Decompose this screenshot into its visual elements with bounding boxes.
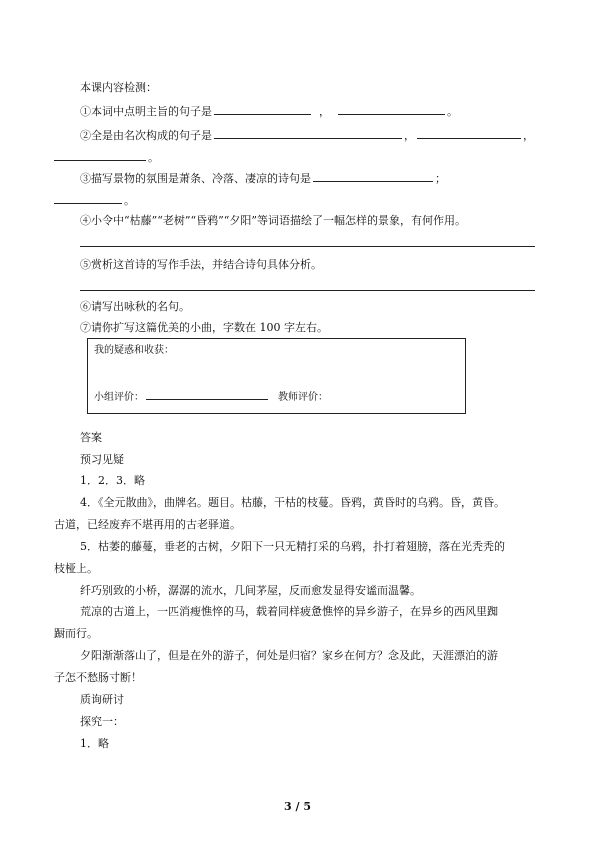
paragraph-sunset: 夕阳渐渐落山了，但是在外的游子，何处是归宿？家乡在何方？念及此，天涯漂泊的游 — [80, 649, 498, 662]
question-2-cont — [54, 149, 159, 165]
reflection-box — [87, 338, 466, 414]
question-3 — [80, 170, 446, 186]
answer-title: 答案 — [80, 431, 102, 444]
answer-4-cont: 古道，已经废弃不堪再用的古老驿道。 — [54, 518, 241, 531]
answer-blank[interactable] — [214, 127, 402, 139]
group-eval-blank[interactable] — [146, 389, 268, 400]
answer-5: 5．枯萎的藤蔓，垂老的古树，夕阳下一只无精打采的乌鸦，扑打着翅膀，落在光秃秃的 — [80, 540, 505, 553]
question-1-text: ①本词中点明主旨的句子是 — [80, 105, 212, 118]
question-1 — [80, 103, 458, 119]
period: 。 — [124, 194, 135, 207]
answer-blank[interactable] — [54, 192, 122, 204]
question-6: ⑥请写出咏秋的名句。 — [80, 300, 190, 313]
semicolon: ； — [435, 172, 446, 185]
answer-line[interactable] — [80, 246, 535, 247]
answer-blank[interactable] — [417, 127, 521, 139]
answer-line[interactable] — [80, 290, 535, 291]
paragraph-road: 荒凉的古道上，一匹消瘦憔悴的马，载着同样疲惫憔悴的异乡游子，在异乡的西风里踟 — [80, 605, 498, 618]
paragraph-bridge: 纤巧别致的小桥，潺潺的流水，几间茅屋，反而愈发显得安谧而温馨。 — [80, 584, 421, 597]
paragraph-road-cont: 蹰而行。 — [54, 627, 98, 640]
comma: ， — [523, 129, 534, 142]
paragraph-sunset-cont: 子怎不愁肠寸断！ — [54, 671, 142, 684]
explore-answer-1: 1．略 — [80, 737, 109, 750]
question-3-text: ③描写景物的氛围是萧条、冷落、凄凉的诗句是 — [80, 172, 311, 185]
doubts-label: 我的疑惑和收获： — [94, 345, 174, 356]
answer-123: 1．2．3．略 — [80, 474, 145, 487]
comma: ， — [319, 105, 330, 118]
comma: ， — [404, 129, 415, 142]
answer-4: 4．《全元散曲》，曲牌名。题目。枯藤，干枯的枝蔓。昏鸦，黄昏时的乌鸦。昏，黄昏。 — [80, 496, 505, 509]
inquiry-title: 质询研讨 — [80, 693, 124, 706]
group-eval-label: 小组评价： — [94, 392, 144, 403]
question-4: ④小令中“枯藤”“老树”“昏鸦”“夕阳”等词语描绘了一幅怎样的景象，有何作用。 — [80, 214, 466, 227]
answer-blank[interactable] — [338, 103, 445, 115]
question-3-cont — [54, 192, 135, 208]
teacher-eval-label: 教师评价： — [278, 392, 328, 403]
answer-blank[interactable] — [214, 103, 311, 115]
section-title: 本课内容检测： — [80, 81, 157, 94]
answer-blank[interactable] — [313, 170, 433, 182]
period: 。 — [148, 151, 159, 164]
answer-blank[interactable] — [54, 149, 146, 161]
question-2 — [80, 127, 534, 143]
question-7: ⑦请你扩写这篇优美的小曲，字数在 100 字左右。 — [80, 321, 328, 334]
explore-title: 探究一： — [80, 715, 124, 728]
evaluation-row — [94, 389, 328, 404]
question-5: ⑤赏析这首诗的写作手法，并结合诗句具体分析。 — [80, 258, 322, 271]
period: 。 — [447, 105, 458, 118]
preview-title: 预习见疑 — [80, 453, 124, 466]
question-2-text: ②全是由名次构成的句子是 — [80, 129, 212, 142]
page-number: 3 / 5 — [284, 800, 311, 813]
answer-5-cont: 枝桠上。 — [54, 562, 98, 575]
